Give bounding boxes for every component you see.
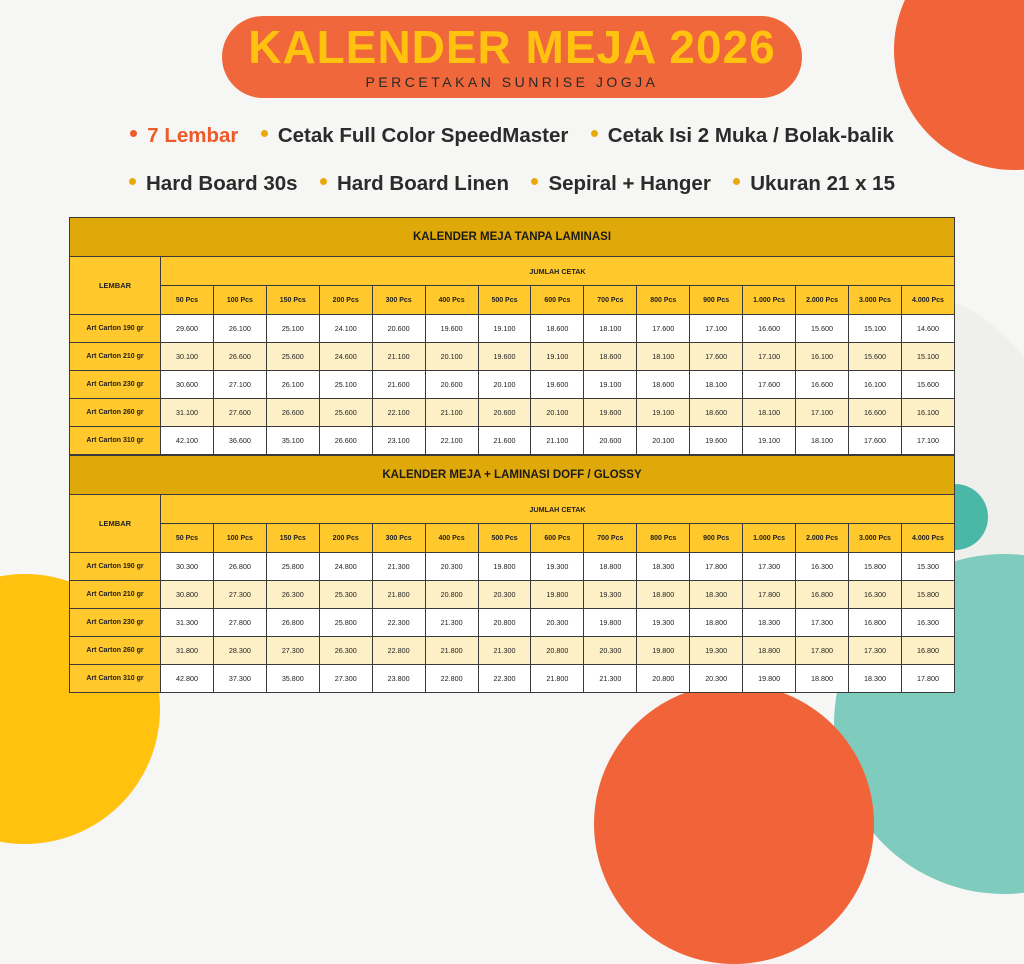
price-cell: 18.300: [690, 581, 743, 609]
price-cell: 20.600: [425, 371, 478, 399]
column-header-lembar: LEMBAR: [70, 495, 161, 553]
price-cell: 20.600: [372, 315, 425, 343]
price-cell: 19.800: [743, 665, 796, 693]
price-cell: 20.300: [478, 581, 531, 609]
feature-label: Ukuran 21 x 15: [750, 172, 895, 195]
price-cell: 25.800: [266, 553, 319, 581]
quantity-header: 100 Pcs: [213, 286, 266, 315]
price-cell: 19.800: [478, 553, 531, 581]
row-label: Art Carton 260 gr: [70, 637, 161, 665]
price-cell: 21.600: [478, 427, 531, 455]
column-header-lembar: LEMBAR: [70, 257, 161, 315]
feature-item: [130, 124, 238, 148]
quantity-header: 50 Pcs: [161, 286, 214, 315]
price-cell: 17.600: [848, 427, 901, 455]
price-cell: 21.300: [584, 665, 637, 693]
price-cell: 15.300: [901, 553, 954, 581]
price-cell: 21.800: [531, 665, 584, 693]
price-cell: 16.600: [796, 371, 849, 399]
price-cell: 18.800: [637, 581, 690, 609]
price-cell: 18.300: [637, 553, 690, 581]
price-cell: 20.100: [425, 343, 478, 371]
price-cell: 18.100: [690, 371, 743, 399]
feature-item: [591, 124, 894, 148]
row-label: Art Carton 310 gr: [70, 427, 161, 455]
price-cell: 17.100: [796, 399, 849, 427]
price-cell: 22.800: [425, 665, 478, 693]
price-cell: 18.800: [743, 637, 796, 665]
price-cell: 19.100: [743, 427, 796, 455]
price-cell: 21.800: [372, 581, 425, 609]
price-cell: 26.600: [319, 427, 372, 455]
price-cell: 19.600: [478, 343, 531, 371]
feature-label: Cetak Isi 2 Muka / Bolak-balik: [607, 124, 894, 147]
quantity-header: 400 Pcs: [425, 524, 478, 553]
bullet-icon: [129, 178, 136, 185]
price-cell: 31.800: [161, 637, 214, 665]
quantity-header: 400 Pcs: [425, 286, 478, 315]
price-cell: 15.800: [901, 581, 954, 609]
quantity-header: 300 Pcs: [372, 524, 425, 553]
price-cell: 15.100: [901, 343, 954, 371]
price-cell: 30.300: [161, 553, 214, 581]
price-cell: 26.800: [213, 553, 266, 581]
price-cell: 17.600: [690, 343, 743, 371]
price-cell: 19.300: [584, 581, 637, 609]
price-cell: 17.800: [690, 553, 743, 581]
feature-item: [129, 172, 298, 196]
price-cell: 21.100: [531, 427, 584, 455]
price-cell: 16.800: [901, 637, 954, 665]
price-cell: 27.800: [213, 609, 266, 637]
price-cell: 16.300: [848, 581, 901, 609]
price-cell: 18.100: [743, 399, 796, 427]
price-cell: 25.600: [319, 399, 372, 427]
price-cell: 16.600: [743, 315, 796, 343]
price-cell: 20.100: [531, 399, 584, 427]
price-cell: 26.600: [213, 343, 266, 371]
price-tables: [69, 217, 955, 693]
price-cell: 31.300: [161, 609, 214, 637]
price-cell: 19.300: [531, 553, 584, 581]
feature-item: [531, 172, 710, 196]
price-cell: 19.300: [690, 637, 743, 665]
price-cell: 30.800: [161, 581, 214, 609]
price-cell: 18.300: [848, 665, 901, 693]
price-cell: 21.300: [425, 609, 478, 637]
price-cell: 19.600: [584, 399, 637, 427]
table-row: [70, 553, 955, 581]
price-cell: 22.300: [372, 609, 425, 637]
quantity-header: 3.000 Pcs: [848, 286, 901, 315]
quantity-header: 500 Pcs: [478, 286, 531, 315]
price-cell: 27.300: [266, 637, 319, 665]
price-cell: 21.600: [372, 371, 425, 399]
quantity-header: 4.000 Pcs: [901, 286, 954, 315]
price-cell: 20.300: [584, 637, 637, 665]
price-cell: 17.600: [743, 371, 796, 399]
price-cell: 18.800: [690, 609, 743, 637]
bullet-icon: [591, 130, 598, 137]
price-cell: 18.100: [637, 343, 690, 371]
row-label: Art Carton 310 gr: [70, 665, 161, 693]
price-cell: 21.100: [425, 399, 478, 427]
price-cell: 23.800: [372, 665, 425, 693]
table-row: [70, 315, 955, 343]
row-label: Art Carton 190 gr: [70, 553, 161, 581]
price-cell: 20.600: [478, 399, 531, 427]
price-cell: 35.100: [266, 427, 319, 455]
price-cell: 14.600: [901, 315, 954, 343]
table-title: KALENDER MEJA TANPA LAMINASI: [70, 218, 955, 257]
row-label: Art Carton 230 gr: [70, 609, 161, 637]
price-cell: 27.300: [319, 665, 372, 693]
bullet-icon: [733, 178, 740, 185]
price-cell: 17.100: [743, 343, 796, 371]
price-cell: 19.100: [531, 343, 584, 371]
price-cell: 16.100: [901, 399, 954, 427]
quantity-header: 2.000 Pcs: [796, 524, 849, 553]
price-cell: 26.300: [319, 637, 372, 665]
row-label: Art Carton 230 gr: [70, 371, 161, 399]
price-cell: 30.100: [161, 343, 214, 371]
price-cell: 25.800: [319, 609, 372, 637]
feature-label: 7 Lembar: [147, 124, 239, 147]
price-cell: 42.100: [161, 427, 214, 455]
price-cell: 15.100: [848, 315, 901, 343]
background-circle: [594, 684, 874, 964]
feature-item: [733, 172, 895, 196]
price-cell: 18.800: [584, 553, 637, 581]
price-cell: 19.100: [637, 399, 690, 427]
quantity-header: 1.000 Pcs: [743, 524, 796, 553]
quantity-header: 600 Pcs: [531, 286, 584, 315]
price-cell: 16.800: [796, 581, 849, 609]
price-cell: 19.100: [584, 371, 637, 399]
price-cell: 19.600: [425, 315, 478, 343]
price-cell: 20.300: [690, 665, 743, 693]
price-cell: 18.800: [796, 665, 849, 693]
price-cell: 16.600: [848, 399, 901, 427]
price-cell: 42.800: [161, 665, 214, 693]
price-cell: 17.300: [743, 553, 796, 581]
price-cell: 17.800: [743, 581, 796, 609]
price-cell: 25.300: [319, 581, 372, 609]
price-cell: 18.100: [584, 315, 637, 343]
price-cell: 22.300: [478, 665, 531, 693]
bullet-icon: [130, 130, 137, 137]
table-row: [70, 637, 955, 665]
price-cell: 20.800: [531, 637, 584, 665]
price-cell: 16.100: [796, 343, 849, 371]
price-cell: 24.100: [319, 315, 372, 343]
quantity-header: 200 Pcs: [319, 524, 372, 553]
feature-label: Sepiral + Hanger: [548, 172, 711, 195]
price-cell: 24.800: [319, 553, 372, 581]
price-cell: 27.300: [213, 581, 266, 609]
bullet-icon: [261, 130, 268, 137]
row-label: Art Carton 210 gr: [70, 581, 161, 609]
price-cell: 19.800: [637, 637, 690, 665]
price-cell: 16.300: [901, 609, 954, 637]
price-cell: 22.800: [372, 637, 425, 665]
price-cell: 21.300: [372, 553, 425, 581]
quantity-header: 2.000 Pcs: [796, 286, 849, 315]
table-row: [70, 399, 955, 427]
feature-list-row-2: [0, 172, 1024, 196]
price-cell: 18.100: [796, 427, 849, 455]
table-row: [70, 371, 955, 399]
price-cell: 17.800: [901, 665, 954, 693]
quantity-header: 900 Pcs: [690, 286, 743, 315]
price-cell: 21.800: [425, 637, 478, 665]
quantity-header: 200 Pcs: [319, 286, 372, 315]
price-cell: 27.600: [213, 399, 266, 427]
price-cell: 17.800: [796, 637, 849, 665]
title-banner: [222, 16, 802, 98]
price-cell: 19.800: [584, 609, 637, 637]
price-cell: 26.100: [266, 371, 319, 399]
price-cell: 25.100: [319, 371, 372, 399]
price-cell: 20.300: [531, 609, 584, 637]
feature-item: [320, 172, 509, 196]
price-cell: 17.300: [848, 637, 901, 665]
quantity-header: 800 Pcs: [637, 524, 690, 553]
price-cell: 22.100: [372, 399, 425, 427]
price-cell: 18.300: [743, 609, 796, 637]
price-cell: 20.600: [584, 427, 637, 455]
price-cell: 20.800: [425, 581, 478, 609]
table-row: [70, 609, 955, 637]
price-cell: 20.800: [637, 665, 690, 693]
table-row: [70, 581, 955, 609]
price-cell: 35.800: [266, 665, 319, 693]
price-cell: 18.600: [531, 315, 584, 343]
price-cell: 20.100: [637, 427, 690, 455]
price-cell: 29.600: [161, 315, 214, 343]
bullet-icon: [531, 178, 538, 185]
feature-label: Hard Board 30s: [146, 172, 298, 195]
price-cell: 16.300: [796, 553, 849, 581]
price-cell: 36.600: [213, 427, 266, 455]
bullet-icon: [320, 178, 327, 185]
price-cell: 28.300: [213, 637, 266, 665]
quantity-header: 150 Pcs: [266, 286, 319, 315]
price-cell: 18.600: [690, 399, 743, 427]
price-cell: 19.300: [637, 609, 690, 637]
price-cell: 20.100: [478, 371, 531, 399]
price-cell: 15.600: [901, 371, 954, 399]
price-cell: 26.800: [266, 609, 319, 637]
price-cell: 16.800: [848, 609, 901, 637]
table-row: [70, 427, 955, 455]
price-cell: 21.300: [478, 637, 531, 665]
price-table: [69, 217, 955, 455]
price-cell: 19.600: [531, 371, 584, 399]
price-cell: 25.600: [266, 343, 319, 371]
quantity-header: 700 Pcs: [584, 524, 637, 553]
table-title: KALENDER MEJA + LAMINASI DOFF / GLOSSY: [70, 456, 955, 495]
price-cell: 17.100: [690, 315, 743, 343]
price-table: [69, 455, 955, 693]
price-cell: 37.300: [213, 665, 266, 693]
price-cell: 15.800: [848, 553, 901, 581]
price-cell: 17.300: [796, 609, 849, 637]
page-subtitle: PERCETAKAN SUNRISE JOGJA: [365, 74, 659, 90]
quantity-header: 3.000 Pcs: [848, 524, 901, 553]
table-row: [70, 665, 955, 693]
price-cell: 30.600: [161, 371, 214, 399]
price-cell: 19.100: [478, 315, 531, 343]
price-cell: 15.600: [796, 315, 849, 343]
price-cell: 18.600: [584, 343, 637, 371]
quantity-header: 4.000 Pcs: [901, 524, 954, 553]
quantity-header: 50 Pcs: [161, 524, 214, 553]
price-cell: 20.800: [478, 609, 531, 637]
price-cell: 26.300: [266, 581, 319, 609]
price-cell: 16.100: [848, 371, 901, 399]
feature-label: Cetak Full Color SpeedMaster: [277, 124, 569, 147]
price-cell: 20.300: [425, 553, 478, 581]
price-cell: 25.100: [266, 315, 319, 343]
page-title: KALENDER MEJA 2026: [248, 21, 776, 73]
quantity-header: 1.000 Pcs: [743, 286, 796, 315]
price-cell: 22.100: [425, 427, 478, 455]
quantity-header: 600 Pcs: [531, 524, 584, 553]
quantity-header: 500 Pcs: [478, 524, 531, 553]
price-cell: 23.100: [372, 427, 425, 455]
price-cell: 31.100: [161, 399, 214, 427]
price-cell: 17.600: [637, 315, 690, 343]
feature-item: [261, 124, 568, 148]
row-label: Art Carton 260 gr: [70, 399, 161, 427]
quantity-header: 900 Pcs: [690, 524, 743, 553]
column-header-jumlah-cetak: JUMLAH CETAK: [161, 257, 955, 286]
row-label: Art Carton 190 gr: [70, 315, 161, 343]
price-cell: 19.600: [690, 427, 743, 455]
quantity-header: 300 Pcs: [372, 286, 425, 315]
quantity-header: 100 Pcs: [213, 524, 266, 553]
price-cell: 19.800: [531, 581, 584, 609]
price-cell: 26.600: [266, 399, 319, 427]
table-row: [70, 343, 955, 371]
column-header-jumlah-cetak: JUMLAH CETAK: [161, 495, 955, 524]
price-cell: 27.100: [213, 371, 266, 399]
price-cell: 15.600: [848, 343, 901, 371]
quantity-header: 800 Pcs: [637, 286, 690, 315]
price-cell: 21.100: [372, 343, 425, 371]
quantity-header: 700 Pcs: [584, 286, 637, 315]
row-label: Art Carton 210 gr: [70, 343, 161, 371]
price-cell: 17.100: [901, 427, 954, 455]
price-cell: 24.600: [319, 343, 372, 371]
feature-label: Hard Board Linen: [336, 172, 509, 195]
price-cell: 18.600: [637, 371, 690, 399]
quantity-header: 150 Pcs: [266, 524, 319, 553]
price-cell: 26.100: [213, 315, 266, 343]
feature-list-row-1: [0, 124, 1024, 148]
